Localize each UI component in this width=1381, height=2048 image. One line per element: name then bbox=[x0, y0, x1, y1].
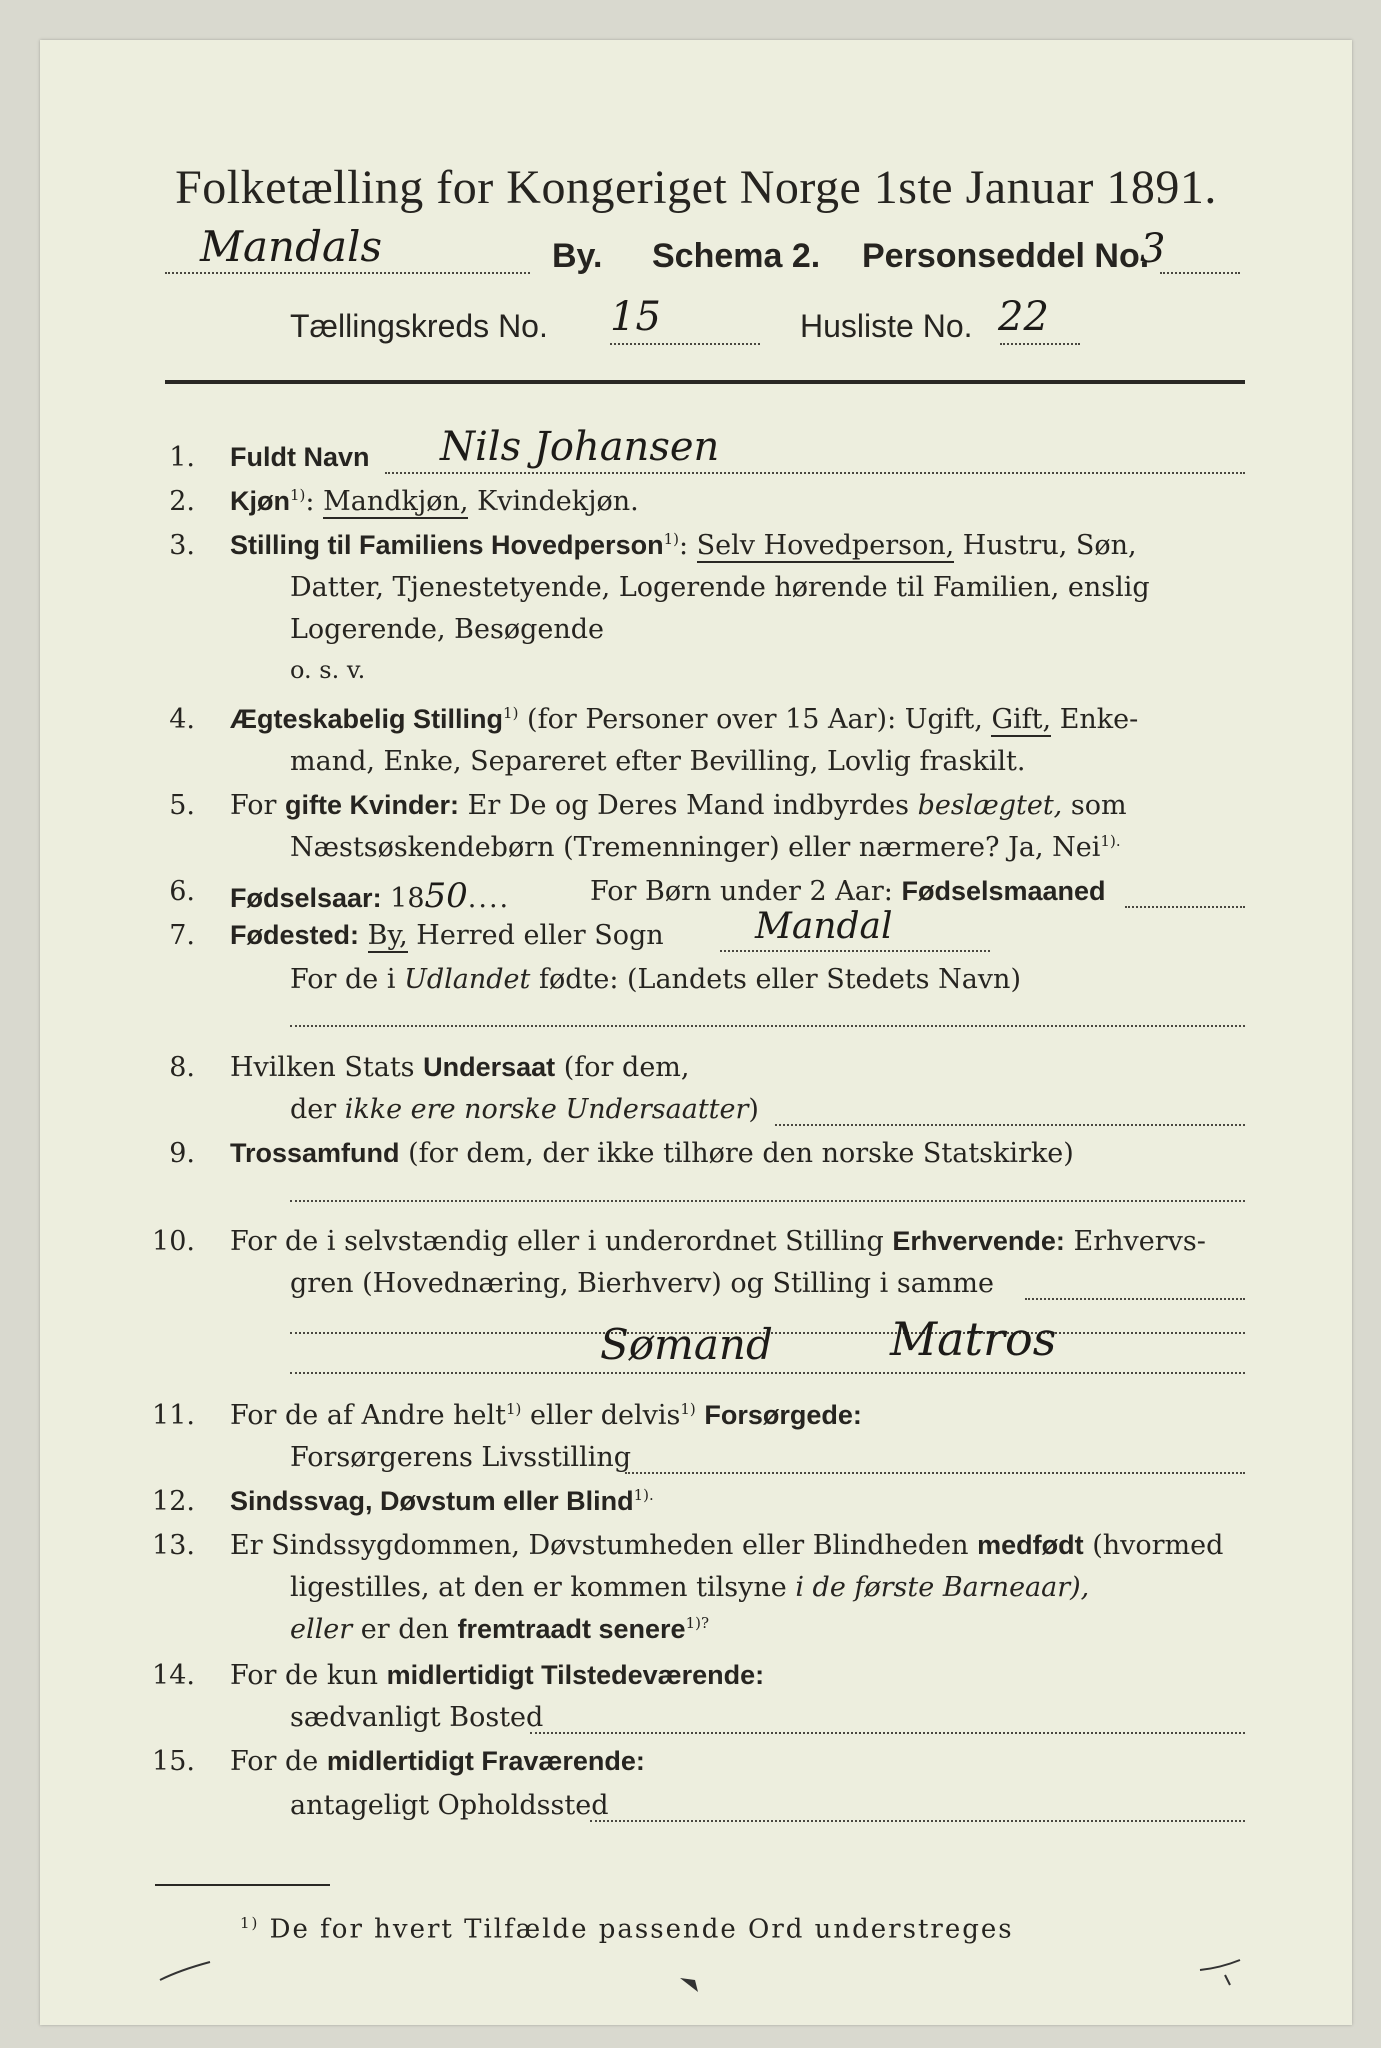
undersaat-text: (for dem, bbox=[563, 1052, 690, 1083]
item-number: 14. bbox=[152, 1660, 195, 1691]
gifte-kvinder-line bbox=[230, 790, 1127, 821]
kreds-label: Tællingskreds No. bbox=[290, 308, 548, 344]
medfodt-line2-pre: ligestilles, at den er kommen tilsyne bbox=[290, 1572, 787, 1603]
kjon-options: Kvindekjøn. bbox=[477, 486, 639, 517]
stilling-options-line3: Logerende, Besøgende bbox=[290, 614, 604, 645]
medfodt-pre: Er Sindssygdommen, Døvstumheden eller Blindheden bbox=[230, 1530, 969, 1561]
footnote-ref: 1). bbox=[633, 1486, 654, 1504]
item-number: 9. bbox=[169, 1138, 195, 1169]
trossamfund-line bbox=[230, 1138, 1074, 1169]
fodselsmaaned-text: For Børn under 2 Aar: bbox=[590, 876, 893, 907]
aegteskab-rest: Enke- bbox=[1059, 704, 1139, 735]
kjon-label: Kjøn bbox=[230, 486, 290, 516]
opholdssted-dotted-line bbox=[590, 1820, 1245, 1822]
gifte-kvinder-pre: For bbox=[230, 790, 277, 821]
aegteskab-selected: Gift, bbox=[991, 704, 1052, 735]
trossamfund-label: Trossamfund bbox=[230, 1138, 400, 1168]
gifte-kvinder-line2-text: Næstsøskendebørn (Tremenninger) eller nærmere? Ja, Nei bbox=[290, 832, 1101, 863]
aegteskab-line2: mand, Enke, Separeret efter Bevilling, Lovlig fraskilt. bbox=[290, 746, 1026, 777]
undersaat-pre: Hvilken Stats bbox=[230, 1052, 415, 1083]
medfodt-line3 bbox=[290, 1614, 709, 1645]
aegteskab-text: (for Personer over 15 Aar): Ugift, bbox=[527, 704, 983, 735]
opholdssted-line: antageligt Opholdssted bbox=[290, 1790, 609, 1821]
undersaat-dotted-line bbox=[775, 1124, 1245, 1126]
husliste-dotted-line bbox=[1000, 343, 1080, 345]
stray-pen-marks bbox=[150, 1940, 1280, 2010]
by-label: By. bbox=[552, 237, 603, 275]
item-number: 10. bbox=[152, 1226, 195, 1257]
medfodt-line bbox=[230, 1530, 1223, 1561]
tilstede-pre: For de kun bbox=[230, 1660, 378, 1691]
medfodt-line2-italic: i de første Barneaar), bbox=[795, 1572, 1090, 1603]
udlandet-dotted-line bbox=[290, 1025, 1245, 1027]
erhverv-line2: gren (Hovednæring, Bierhverv) og Stilling i samme bbox=[290, 1268, 995, 1299]
undersaat-line2: der ikke ere norske Undersaatter) bbox=[290, 1094, 759, 1125]
kreds-number: 15 bbox=[610, 294, 661, 340]
udlandet-line bbox=[290, 964, 1021, 995]
item-number: 13. bbox=[152, 1530, 195, 1561]
forsorgede-line bbox=[230, 1400, 862, 1431]
item-number: 8. bbox=[169, 1052, 195, 1083]
item-number: 6. bbox=[169, 876, 195, 907]
item-number: 3. bbox=[169, 530, 195, 561]
erhverv-value-1: Sømand bbox=[600, 1320, 773, 1369]
footnote-ref: 1) bbox=[663, 530, 679, 548]
udlandet-pre: For de i bbox=[290, 964, 396, 995]
fodselsaar-label: Fødselsaar: bbox=[230, 883, 382, 913]
census-form-sheet bbox=[40, 40, 1352, 2025]
forsorgede-label: Forsørgede: bbox=[704, 1400, 862, 1430]
header-rule bbox=[165, 380, 1245, 384]
medfodt-rest: (hvormed bbox=[1092, 1530, 1224, 1561]
medfodt-line3-italic: eller bbox=[290, 1614, 353, 1645]
gifte-kvinder-rest: som bbox=[1070, 790, 1127, 821]
item-number: 2. bbox=[169, 486, 195, 517]
fodselsmaaned-line bbox=[590, 876, 1106, 907]
fuldt-navn-label: Fuldt Navn bbox=[230, 442, 370, 472]
fodested-line bbox=[230, 920, 664, 951]
footnote-ref: 1). bbox=[1100, 832, 1121, 850]
erhverv-label: Erhvervende: bbox=[892, 1226, 1065, 1256]
gifte-kvinder-italic: beslægtet, bbox=[917, 790, 1063, 821]
gifte-kvinder-label: gifte Kvinder: bbox=[285, 790, 460, 820]
footnote-rule bbox=[155, 1884, 330, 1886]
personseddel-number: 3 bbox=[1140, 226, 1166, 272]
erhverv-dotted-line-1 bbox=[1025, 1298, 1245, 1300]
udlandet-rest: fødte: (Landets eller Stedets Navn) bbox=[538, 964, 1021, 995]
forsorgede-text: For de af Andre helt bbox=[230, 1400, 507, 1431]
bosted-line: sædvanligt Bosted bbox=[290, 1702, 544, 1733]
fodested-label: Fødested: bbox=[230, 920, 360, 950]
husliste-label: Husliste No. bbox=[800, 308, 973, 344]
medfodt-label: medfødt bbox=[977, 1530, 1084, 1560]
kjon-line: Kjøn$^{1)}$: Mandkjøn, Kvindekjøn. bbox=[230, 486, 639, 517]
undersaat-label: Undersaat bbox=[423, 1052, 556, 1082]
fodselsaar-line: Fødselsaar: 1850.... bbox=[230, 876, 511, 916]
erhverv-dotted-line-3 bbox=[290, 1372, 1245, 1374]
item-number: 11. bbox=[152, 1400, 195, 1431]
undersaat-line2-pre: der bbox=[290, 1094, 337, 1125]
fodselsaar-prefix: 18 bbox=[390, 883, 425, 914]
footnote-ref: 1) bbox=[290, 486, 306, 504]
sindssvag-line bbox=[230, 1486, 654, 1517]
fodested-dotted-line bbox=[720, 950, 990, 952]
item-number: 5. bbox=[169, 790, 195, 821]
fravaerende-pre: For de bbox=[230, 1746, 319, 1777]
stilling-options-line4: o. s. v. bbox=[290, 656, 366, 684]
udlandet-italic: Udlandet bbox=[404, 964, 531, 995]
erhverv-rest: Erhvervs- bbox=[1073, 1226, 1206, 1257]
fuldt-navn-dotted-line bbox=[385, 472, 1245, 474]
undersaat-line bbox=[230, 1052, 689, 1083]
fodselsaar-value: 50 bbox=[424, 876, 468, 916]
forsorgerens-dotted-line bbox=[625, 1472, 1245, 1474]
kjon-selected: Mandkjøn, bbox=[323, 486, 469, 517]
form-title: Folketælling for Kongeriget Norge 1ste Januar 1891. bbox=[175, 161, 1217, 214]
fodselsmaaned-label: Fødselsmaaned bbox=[901, 876, 1106, 906]
footnote-ref: 1) bbox=[680, 1400, 696, 1418]
item-number: 15. bbox=[152, 1746, 195, 1777]
trossamfund-text: (for dem, der ikke tilhøre den norske Statskirke) bbox=[408, 1138, 1074, 1169]
schema-label: Schema 2. bbox=[652, 237, 821, 275]
forsorgerens-line: Forsørgerens Livsstilling bbox=[290, 1442, 632, 1473]
town-dotted-line bbox=[165, 272, 530, 274]
stilling-line: Stilling til Familiens Hovedperson$^{1)}$: Selv Hovedperson, Hustru, Søn, bbox=[230, 530, 1137, 561]
kreds-dotted-line bbox=[610, 343, 760, 345]
gifte-kvinder-text: Er De og Deres Mand indbyrdes bbox=[467, 790, 909, 821]
personseddel-dotted-line bbox=[1160, 272, 1240, 274]
stilling-selected: Selv Hovedperson, bbox=[696, 530, 955, 561]
fodested-value: Mandal bbox=[755, 906, 893, 947]
item-number: 7. bbox=[169, 920, 195, 951]
husliste-number: 22 bbox=[998, 294, 1049, 340]
medfodt-line2 bbox=[290, 1572, 1089, 1603]
erhverv-value-2: Matros bbox=[890, 1312, 1057, 1366]
stilling-options-line2: Datter, Tjenestetyende, Logerende hørende til Familien, enslig bbox=[290, 572, 1150, 603]
trossamfund-dotted-line bbox=[290, 1200, 1245, 1202]
fravaerende-label: midlertidigt Fraværende: bbox=[326, 1746, 645, 1776]
footnote-ref: 1) bbox=[506, 1400, 522, 1418]
stilling-options: Hustru, Søn, bbox=[962, 530, 1137, 561]
erhverv-text: For de i selvstændig eller i underordnet Stilling bbox=[230, 1226, 884, 1257]
gifte-kvinder-line2 bbox=[290, 832, 1121, 863]
item-number: 4. bbox=[169, 704, 195, 735]
stilling-label: Stilling til Familiens Hovedperson bbox=[230, 530, 664, 560]
fodested-selected: By, bbox=[367, 920, 408, 951]
footnote-ref: 1) bbox=[503, 704, 519, 722]
footnote-text: De for hvert Tilfælde passende Ord understreges bbox=[269, 1914, 1014, 1945]
town-handwritten: Mandals bbox=[200, 222, 383, 271]
aegteskab-line bbox=[230, 704, 1138, 735]
fravaerende-line bbox=[230, 1746, 645, 1777]
forsorgede-text2: eller delvis bbox=[530, 1400, 681, 1431]
personseddel-label: Personseddel No. bbox=[862, 237, 1150, 275]
tilstede-label: midlertidigt Tilstedeværende: bbox=[386, 1660, 765, 1690]
medfodt-line3-mid: er den bbox=[360, 1614, 449, 1645]
sindssvag-label: Sindssvag, Døvstum eller Blind bbox=[230, 1486, 634, 1516]
item-number: 1. bbox=[169, 442, 195, 473]
footnote-ref: 1)? bbox=[685, 1614, 709, 1632]
fremtraadt-label: fremtraadt senere bbox=[457, 1614, 686, 1644]
erhverv-line bbox=[230, 1226, 1206, 1257]
fuldt-navn-value: Nils Johansen bbox=[440, 424, 720, 470]
tilstede-line bbox=[230, 1660, 764, 1691]
fodested-text: Herred eller Sogn bbox=[416, 920, 664, 951]
item-number: 12. bbox=[152, 1486, 195, 1517]
bosted-dotted-line bbox=[530, 1732, 1245, 1734]
fodselsmaaned-dotted-line bbox=[1125, 906, 1245, 908]
footnote-marker: 1) bbox=[240, 1914, 260, 1932]
aegteskab-label: Ægteskabelig Stilling bbox=[230, 704, 504, 734]
undersaat-line2-italic: ikke ere norske Undersaatter bbox=[344, 1094, 749, 1125]
